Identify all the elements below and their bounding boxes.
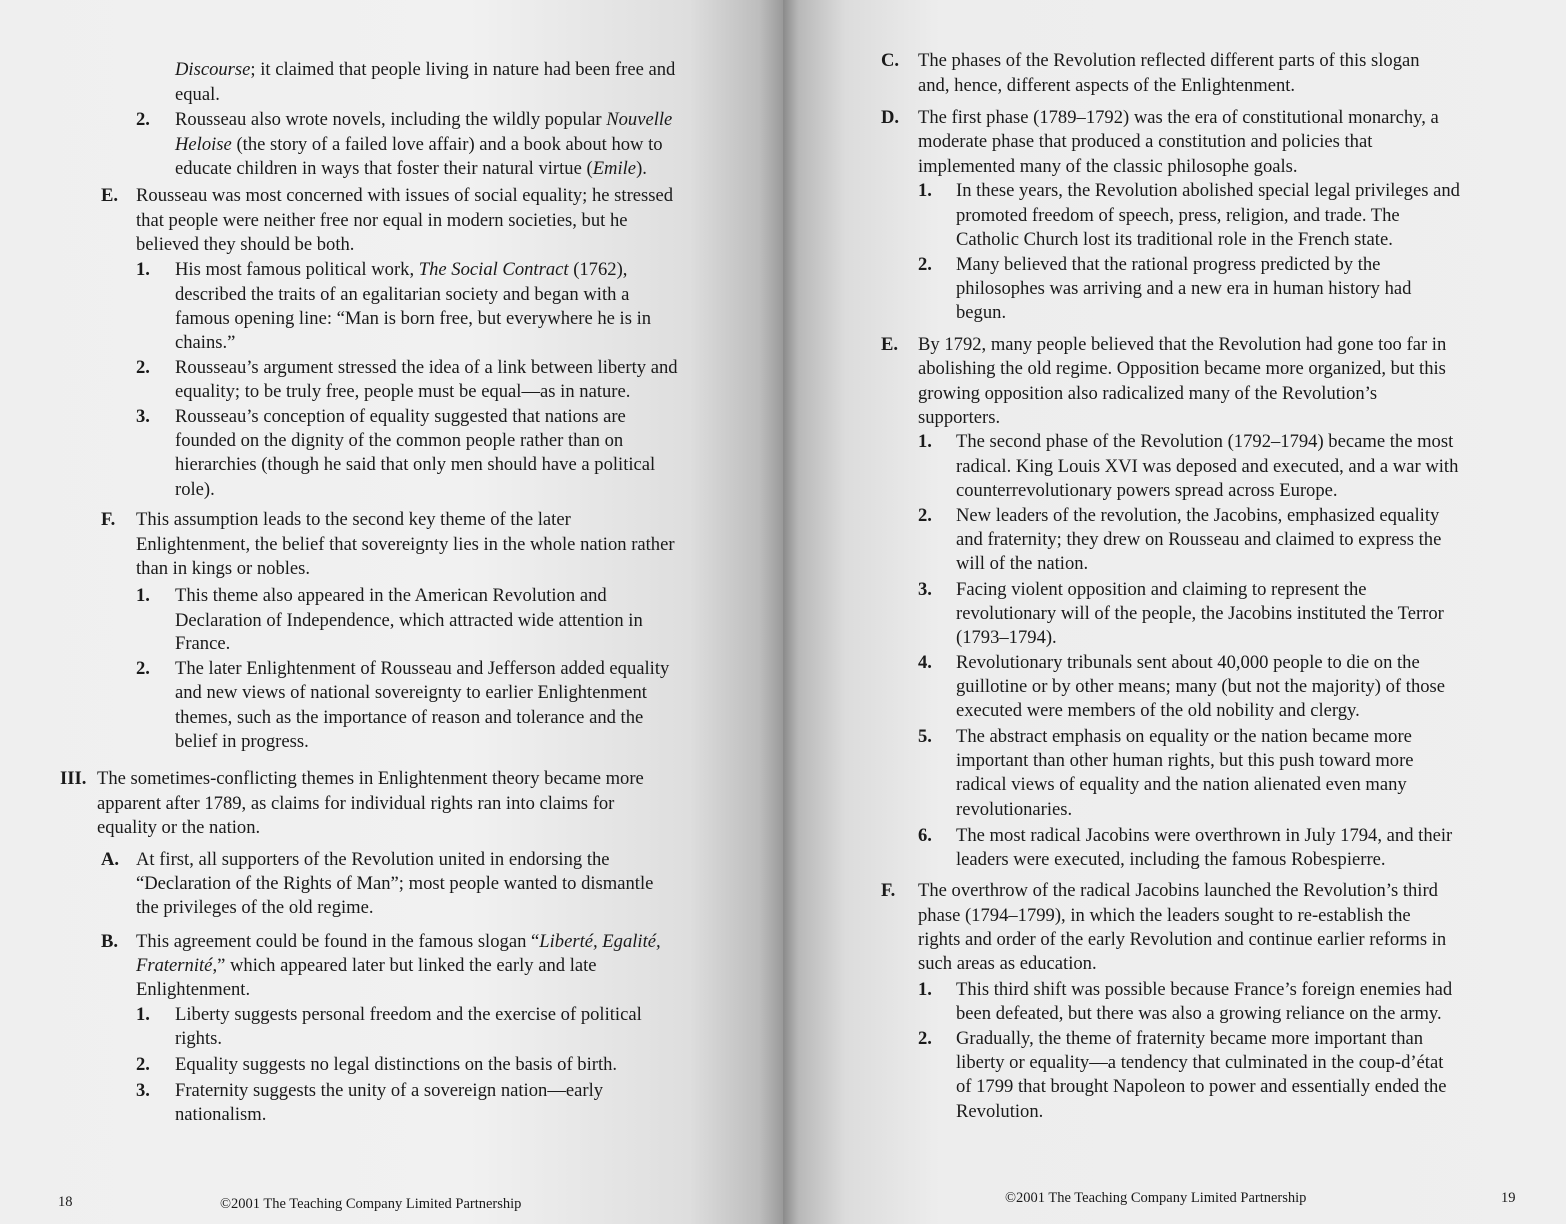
left-text-line: hierarchies (though he said that only men should have a political bbox=[175, 454, 656, 475]
right-page bbox=[783, 0, 1566, 1224]
right-text-line: and fraternity; they drew on Rousseau and claimed to express the bbox=[956, 529, 1442, 550]
right-text-line: moderate phase that produced a constitution and policies that bbox=[918, 131, 1373, 152]
left-text-line: rights. bbox=[175, 1028, 223, 1049]
left-text-line: themes, such as the importance of reason and tolerance and the bbox=[175, 707, 644, 728]
right-text-line: abolishing the old regime. Opposition became more organized, but this bbox=[918, 358, 1446, 379]
left-text-line: founded on the dignity of the common people rather than on bbox=[175, 430, 624, 451]
left-text-line: that people were neither free nor equal in modern societies, but he bbox=[136, 210, 628, 231]
left-text-line: chains.” bbox=[175, 332, 236, 353]
left-text-line: nationalism. bbox=[175, 1104, 267, 1125]
left-text-line: apparent after 1789, as claims for individual rights ran into claims for bbox=[97, 793, 615, 814]
left-text-line: Heloise (the story of a failed love affair) and a book about how to bbox=[175, 134, 663, 155]
right-text-line: The most radical Jacobins were overthrown in July 1794, and their bbox=[956, 825, 1453, 846]
left-outline-marker: B. bbox=[101, 931, 119, 952]
left-text-line: This agreement could be found in the famous slogan “Liberté, Egalité, bbox=[136, 931, 661, 952]
right-outline-marker: E. bbox=[881, 334, 899, 355]
right-text-line: The overthrow of the radical Jacobins launched the Revolution’s third bbox=[918, 880, 1438, 901]
right-text-line: radical. King Louis XVI was deposed and executed, and a war with bbox=[956, 456, 1459, 477]
right-text-line: promoted freedom of speech, press, religion, and trade. The bbox=[956, 205, 1400, 226]
left-text-line: Rousseau’s conception of equality suggested that nations are bbox=[175, 406, 626, 427]
right-text-line: By 1792, many people believed that the Revolution had gone too far in bbox=[918, 334, 1447, 355]
right-text-line: Revolutionary tribunals sent about 40,000 people to die on the bbox=[956, 652, 1420, 673]
right-outline-marker: 1. bbox=[918, 431, 932, 452]
left-text-line: believed they should be both. bbox=[136, 234, 355, 255]
right-text-line: growing opposition also radicalized many of the Revolution’s bbox=[918, 383, 1378, 404]
page-number: 19 bbox=[1501, 1190, 1516, 1206]
right-text-line: guillotine or by other means; many (but not the majority) of those bbox=[956, 676, 1446, 697]
right-text-line: radical views of equality and the nation alienated even many bbox=[956, 774, 1407, 795]
left-outline-marker: 1. bbox=[136, 259, 150, 280]
left-text-line: described the traits of an egalitarian society and began with a bbox=[175, 284, 630, 305]
right-text-line: executed were members of the old nobility and clergy. bbox=[956, 700, 1360, 721]
left-text-line: equality or the nation. bbox=[97, 817, 261, 838]
right-text-line: supporters. bbox=[918, 407, 1001, 428]
right-text-line: rights and order of the early Revolution and continue earlier reforms in bbox=[918, 929, 1447, 950]
right-text-line: Revolution. bbox=[956, 1101, 1044, 1122]
left-text-line: role). bbox=[175, 479, 215, 500]
right-text-line: such areas as education. bbox=[918, 953, 1097, 974]
left-outline-marker: 2. bbox=[136, 658, 150, 679]
left-text-line: belief in progress. bbox=[175, 731, 309, 752]
right-outline-marker: 1. bbox=[918, 979, 932, 1000]
left-text-line: Enlightenment. bbox=[136, 979, 251, 1000]
page-footer: ©2001 The Teaching Company Limited Partnership bbox=[1005, 1190, 1307, 1206]
right-text-line: and, hence, different aspects of the Enlightenment. bbox=[918, 75, 1296, 96]
page-number: 18 bbox=[58, 1194, 73, 1210]
right-outline-marker: C. bbox=[881, 50, 900, 71]
right-outline-marker: 6. bbox=[918, 825, 932, 846]
left-text-line: than in kings or nobles. bbox=[136, 558, 311, 579]
left-text-line: His most famous political work, The Social Contract (1762), bbox=[175, 259, 628, 280]
right-text-line: This third shift was possible because France’s foreign enemies had bbox=[956, 979, 1453, 1000]
left-outline-marker: 2. bbox=[136, 357, 150, 378]
page-footer: ©2001 The Teaching Company Limited Partnership bbox=[220, 1196, 522, 1212]
left-text-line: Declaration of Independence, which attracted wide attention in bbox=[175, 610, 643, 631]
right-text-line: (1793–1794). bbox=[956, 627, 1057, 648]
left-text-line: This assumption leads to the second key theme of the later bbox=[136, 509, 571, 530]
left-text-line: Discourse; it claimed that people living in nature had been free and bbox=[175, 59, 676, 80]
right-outline-marker: 2. bbox=[918, 1028, 932, 1049]
left-text-line: Fraternity suggests the unity of a sovereign nation—early bbox=[175, 1080, 604, 1101]
left-outline-marker: 2. bbox=[136, 1054, 150, 1075]
left-text-line: At first, all supporters of the Revolution united in endorsing the bbox=[136, 849, 610, 870]
left-outline-marker: 1. bbox=[136, 1004, 150, 1025]
right-text-line: revolutionaries. bbox=[956, 799, 1073, 820]
right-outline-marker: F. bbox=[881, 880, 896, 901]
right-outline-marker: 2. bbox=[918, 505, 932, 526]
left-outline-marker: 1. bbox=[136, 585, 150, 606]
right-text-line: implemented many of the classic philosophe goals. bbox=[918, 156, 1298, 177]
right-text-line: will of the nation. bbox=[956, 553, 1089, 574]
right-text-line: The first phase (1789–1792) was the era of constitutional monarchy, a bbox=[918, 107, 1439, 128]
right-text-line: Facing violent opposition and claiming to represent the bbox=[956, 579, 1367, 600]
right-text-line: leaders were executed, including the famous Robespierre. bbox=[956, 849, 1386, 870]
right-outline-marker: D. bbox=[881, 107, 900, 128]
left-text-line: “Declaration of the Rights of Man”; most people wanted to dismantle bbox=[136, 873, 654, 894]
right-text-line: The second phase of the Revolution (1792–1794) became the most bbox=[956, 431, 1454, 452]
left-text-line: France. bbox=[175, 633, 231, 654]
right-text-line: liberty or equality—a tendency that culminated in the coup-d’état bbox=[956, 1052, 1444, 1073]
right-text-line: Gradually, the theme of fraternity became more important than bbox=[956, 1028, 1424, 1049]
left-text-line: famous opening line: “Man is born free, but everywhere he is in bbox=[175, 308, 652, 329]
left-outline-marker: 2. bbox=[136, 109, 150, 130]
right-text-line: counterrevolutionary powers spread across Europe. bbox=[956, 480, 1338, 501]
right-outline-marker: 2. bbox=[918, 254, 932, 275]
right-text-line: Catholic Church lost its traditional role in the French state. bbox=[956, 229, 1393, 250]
left-text-line: Fraternité,” which appeared later but linked the early and late bbox=[136, 955, 597, 976]
left-outline-marker: F. bbox=[101, 509, 116, 530]
left-outline-marker: E. bbox=[101, 185, 119, 206]
left-text-line: The sometimes-conflicting themes in Enlightenment theory became more bbox=[97, 768, 644, 789]
right-text-line: New leaders of the revolution, the Jacobins, emphasized equality bbox=[956, 505, 1440, 526]
right-text-line: Many believed that the rational progress predicted by the bbox=[956, 254, 1381, 275]
right-text-line: The abstract emphasis on equality or the nation became more bbox=[956, 726, 1412, 747]
right-text-line: revolutionary will of the people, the Jacobins instituted the Terror bbox=[956, 603, 1444, 624]
right-text-line: important than other human rights, but this push toward more bbox=[956, 750, 1414, 771]
left-text-line: equality; to be truly free, people must be equal—as in nature. bbox=[175, 381, 631, 402]
left-outline-marker: III. bbox=[60, 768, 87, 789]
left-text-line: Equality suggests no legal distinctions on the basis of birth. bbox=[175, 1054, 618, 1075]
left-text-line: Rousseau also wrote novels, including the wildly popular Nouvelle bbox=[175, 109, 673, 130]
left-text-line: Rousseau’s argument stressed the idea of a link between liberty and bbox=[175, 357, 678, 378]
right-outline-marker: 4. bbox=[918, 652, 932, 673]
left-outline-marker: 3. bbox=[136, 1080, 150, 1101]
left-text-line: Rousseau was most concerned with issues of social equality; he stressed bbox=[136, 185, 674, 206]
right-text-line: philosophes was arriving and a new era in human history had bbox=[956, 278, 1412, 299]
left-outline-marker: A. bbox=[101, 849, 120, 870]
right-text-line: phase (1794–1799), in which the leaders sought to re-establish the bbox=[918, 905, 1411, 926]
right-outline-marker: 3. bbox=[918, 579, 932, 600]
left-text-line: Enlightenment, the belief that sovereignty lies in the whole nation rather bbox=[136, 534, 675, 555]
left-text-line: Liberty suggests personal freedom and the exercise of political bbox=[175, 1004, 642, 1025]
left-text-line: and new views of national sovereignty to earlier Enlightenment bbox=[175, 682, 647, 703]
right-outline-marker: 5. bbox=[918, 726, 932, 747]
left-text-line: The later Enlightenment of Rousseau and Jefferson added equality bbox=[175, 658, 670, 679]
left-text-line: the privileges of the old regime. bbox=[136, 897, 374, 918]
left-text-line: This theme also appeared in the American Revolution and bbox=[175, 585, 607, 606]
right-outline-marker: 1. bbox=[918, 180, 932, 201]
left-text-line: equal. bbox=[175, 84, 220, 105]
left-text-line: educate children in ways that foster their natural virtue (Emile). bbox=[175, 158, 647, 179]
right-text-line: begun. bbox=[956, 302, 1007, 323]
right-text-line: been defeated, but there was also a growing reliance on the army. bbox=[956, 1003, 1442, 1024]
right-text-line: of 1799 that brought Napoleon to power and essentially ended the bbox=[956, 1076, 1447, 1097]
right-text-line: In these years, the Revolution abolished special legal privileges and bbox=[956, 180, 1460, 201]
right-text-line: The phases of the Revolution reflected different parts of this slogan bbox=[918, 50, 1420, 71]
left-outline-marker: 3. bbox=[136, 406, 150, 427]
